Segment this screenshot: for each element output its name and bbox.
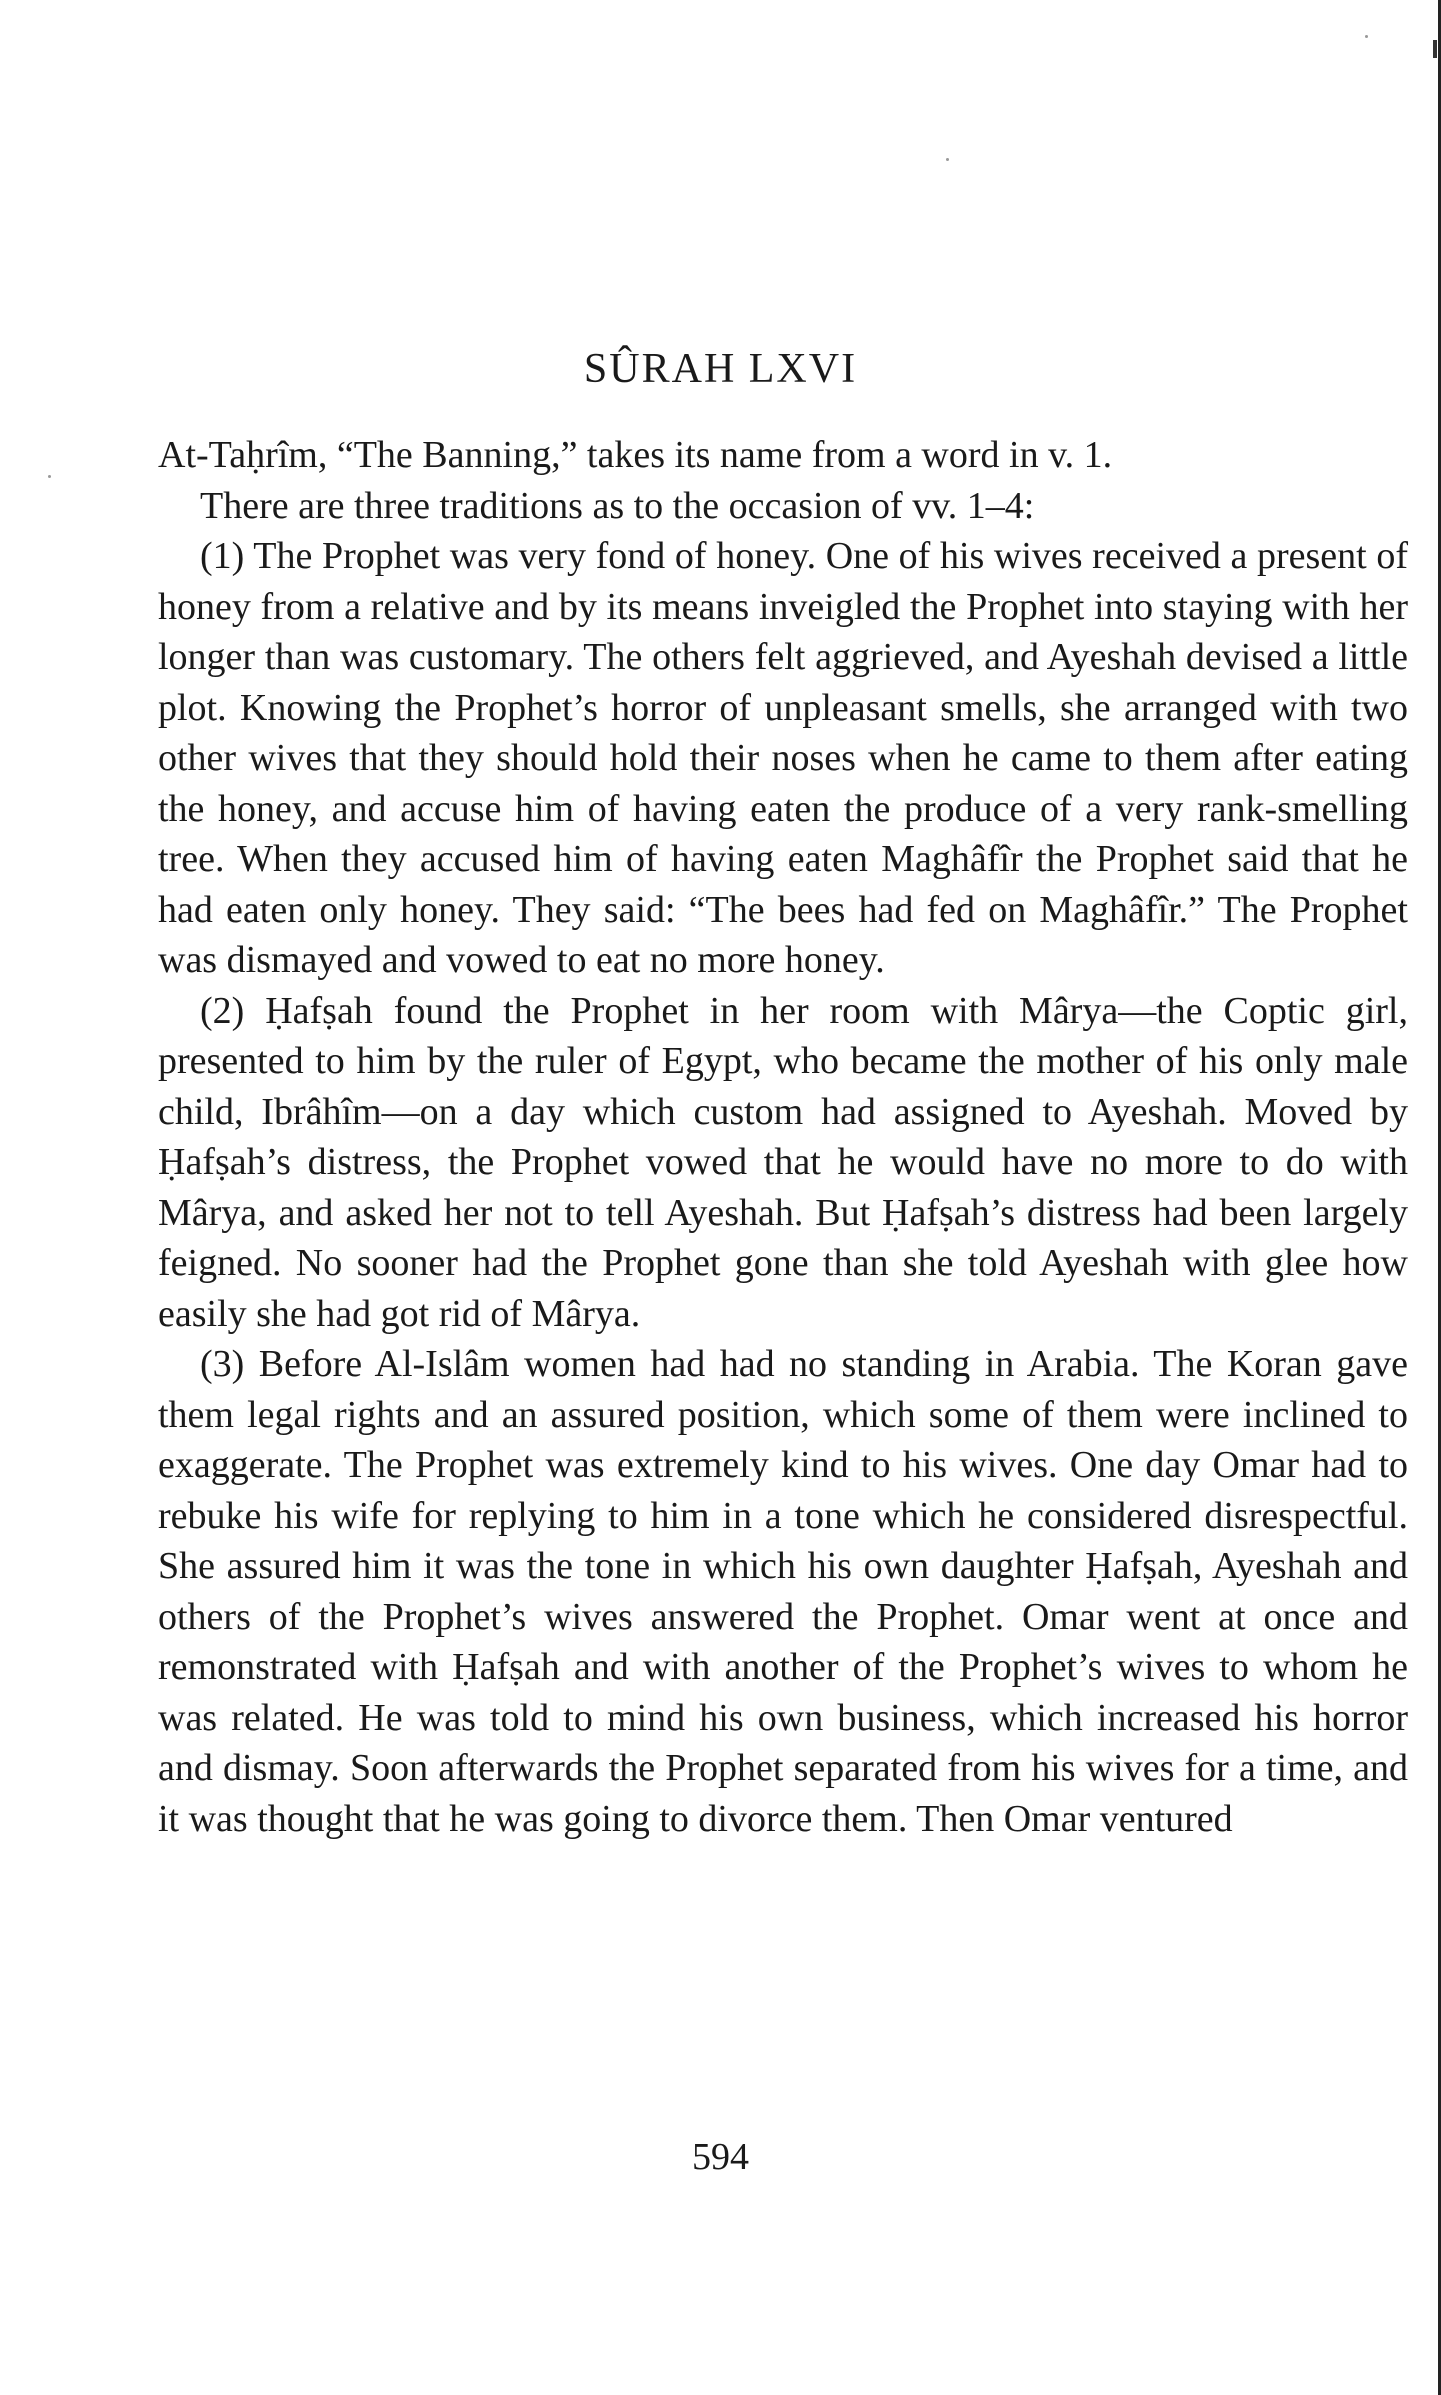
body-text xyxy=(158,430,1408,1844)
paper-speck xyxy=(48,475,51,478)
tradition-2-paragraph: (2) Ḥafṣah found the Prophet in her room with Mârya—the Coptic girl, presented to him by the ruler of Egypt, who became the mother of his only male child, Ibrâhîm—on a day which custom had assigned to Ayeshah. Moved by Ḥafṣah’s distress, the Prophet vowed that he would have no more to do with Mârya, and asked her not to tell Ayeshah. But Ḥafṣah’s distress had been largely feigned. No sooner had the Prophet gone than she told Ayeshah with glee how easily she had got rid of Mârya. xyxy=(158,989,1408,1335)
page-edge-mark xyxy=(1433,40,1437,58)
page-number: 594 xyxy=(692,2136,749,2178)
tradition-1-paragraph: (1) The Prophet was very fond of honey. One of his wives received a present of honey from a relative and by its means inveigled the Prophet into staying with her longer than was customary. The others felt aggrieved, and Ayeshah devised a little plot. Knowing the Prophet’s horror of unpleasant smells, she arranged with two other wives that they should hold their noses when he came to them after eating the honey, and accuse him of having eaten the produce of a very rank-smelling tree. When they accused him of having eaten Maghâfîr the Prophet said that he had eaten only honey. They said: “The bees had fed on Maghâfîr.” The Prophet was dismayed and vowed to eat no more honey. xyxy=(158,535,1408,981)
paper-speck xyxy=(1365,35,1368,38)
tradition-3-paragraph: (3) Before Al-Islâm women had had no standing in Arabia. The Koran gave them legal rights and an assured position, which some of them were inclined to exaggerate. The Prophet was extremely kind to his wives. One day Omar had to rebuke his wife for replying to him in a tone which he considered disrespectful. She assured him it was the tone in which his own daughter Ḥafṣah, Ayeshah and others of the Prophet’s wives answered the Prophet. Omar went at once and remonstrated with Ḥafṣah and with another of the Prophet’s wives to whom he was related. He was told to mind his own business, which increased his horror and dismay. Soon afterwards the Prophet separated from his wives for a time, and it was thought that he was going to divorce them. Then Omar ventured xyxy=(158,1343,1408,1840)
traditions-line: There are three traditions as to the occasion of vv. 1–4: xyxy=(200,484,1035,527)
intro-line: At-Taḥrîm, “The Banning,” takes its name from a word in v. 1. xyxy=(158,434,1113,476)
surah-heading: SÛRAH LXVI xyxy=(583,346,858,392)
paper-speck xyxy=(946,158,949,161)
